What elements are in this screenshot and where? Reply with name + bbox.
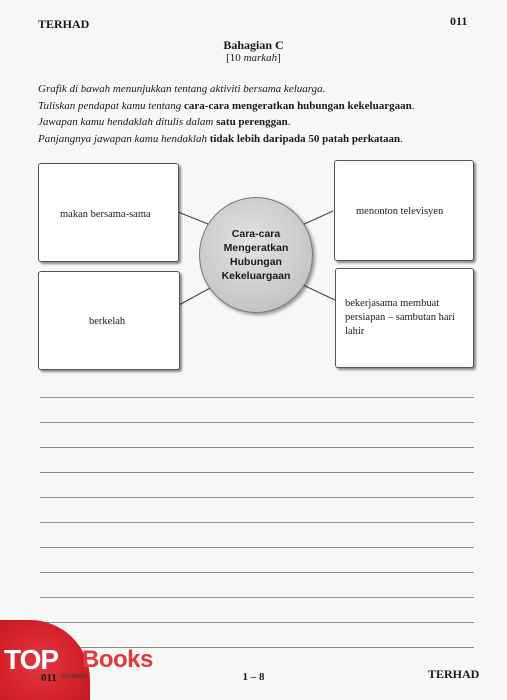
answer-line[interactable]	[40, 522, 474, 523]
instruction-line-2: Tuliskan pendapat kamu tentang cara-cara mengeratkan hubungan kekeluargaan.	[38, 100, 415, 112]
paper-code-header: 011	[450, 14, 468, 28]
box-bottom-left-text: berkelah	[89, 316, 126, 327]
box-bottom-right	[335, 268, 474, 368]
instruction-line-3: Jawapan kamu hendaklah ditulis dalam satu perenggan.	[38, 116, 291, 128]
answer-line[interactable]	[40, 597, 474, 598]
answer-line[interactable]	[40, 472, 474, 473]
answer-line[interactable]	[40, 397, 474, 398]
box-bottom-left	[38, 271, 180, 370]
box-top-left-text: makan bersama-sama	[60, 209, 151, 220]
topbooks-logo-top: TOP	[4, 644, 59, 675]
footer-paper-code: 011	[41, 672, 57, 684]
instruction-line-1: Grafik di bawah menunjukkan tentang aktiviti bersama keluarga.	[38, 83, 326, 95]
footer-classification: TERHAD	[428, 667, 480, 681]
box-top-right-text: menonton televisyen	[356, 206, 444, 217]
classification-header: TERHAD	[38, 17, 90, 31]
connector-bottom-right	[303, 285, 335, 300]
answer-line[interactable]	[40, 447, 474, 448]
answer-line[interactable]	[40, 572, 474, 573]
answer-line[interactable]	[40, 497, 474, 498]
instruction-line-4: Panjangnya jawapan kamu hendaklah tidak lebih daripada 50 patah perkataan.	[38, 133, 403, 145]
footer-page-number: 1 – 8	[242, 671, 265, 683]
answer-line[interactable]	[40, 622, 474, 623]
answer-line[interactable]	[40, 547, 474, 548]
section-marks: [10 markah]	[226, 52, 281, 64]
box-top-left	[38, 163, 179, 262]
section-title: Bahagian C	[223, 38, 284, 52]
footer-publisher-logo: SASBADI	[62, 674, 89, 680]
center-topic-oval	[199, 197, 313, 313]
connector-top-right	[300, 211, 333, 226]
box-top-right	[334, 160, 474, 261]
box-bottom-right-text: bekerjasama membuat persiapan – sambutan hari lahir	[345, 298, 455, 337]
topbooks-logo-books: Books	[82, 646, 153, 673]
connector-bottom-left	[179, 287, 212, 305]
answer-line[interactable]	[40, 422, 474, 423]
center-topic-text: Cara-cara Mengeratkan Hubungan Kekeluargaan	[221, 228, 291, 282]
